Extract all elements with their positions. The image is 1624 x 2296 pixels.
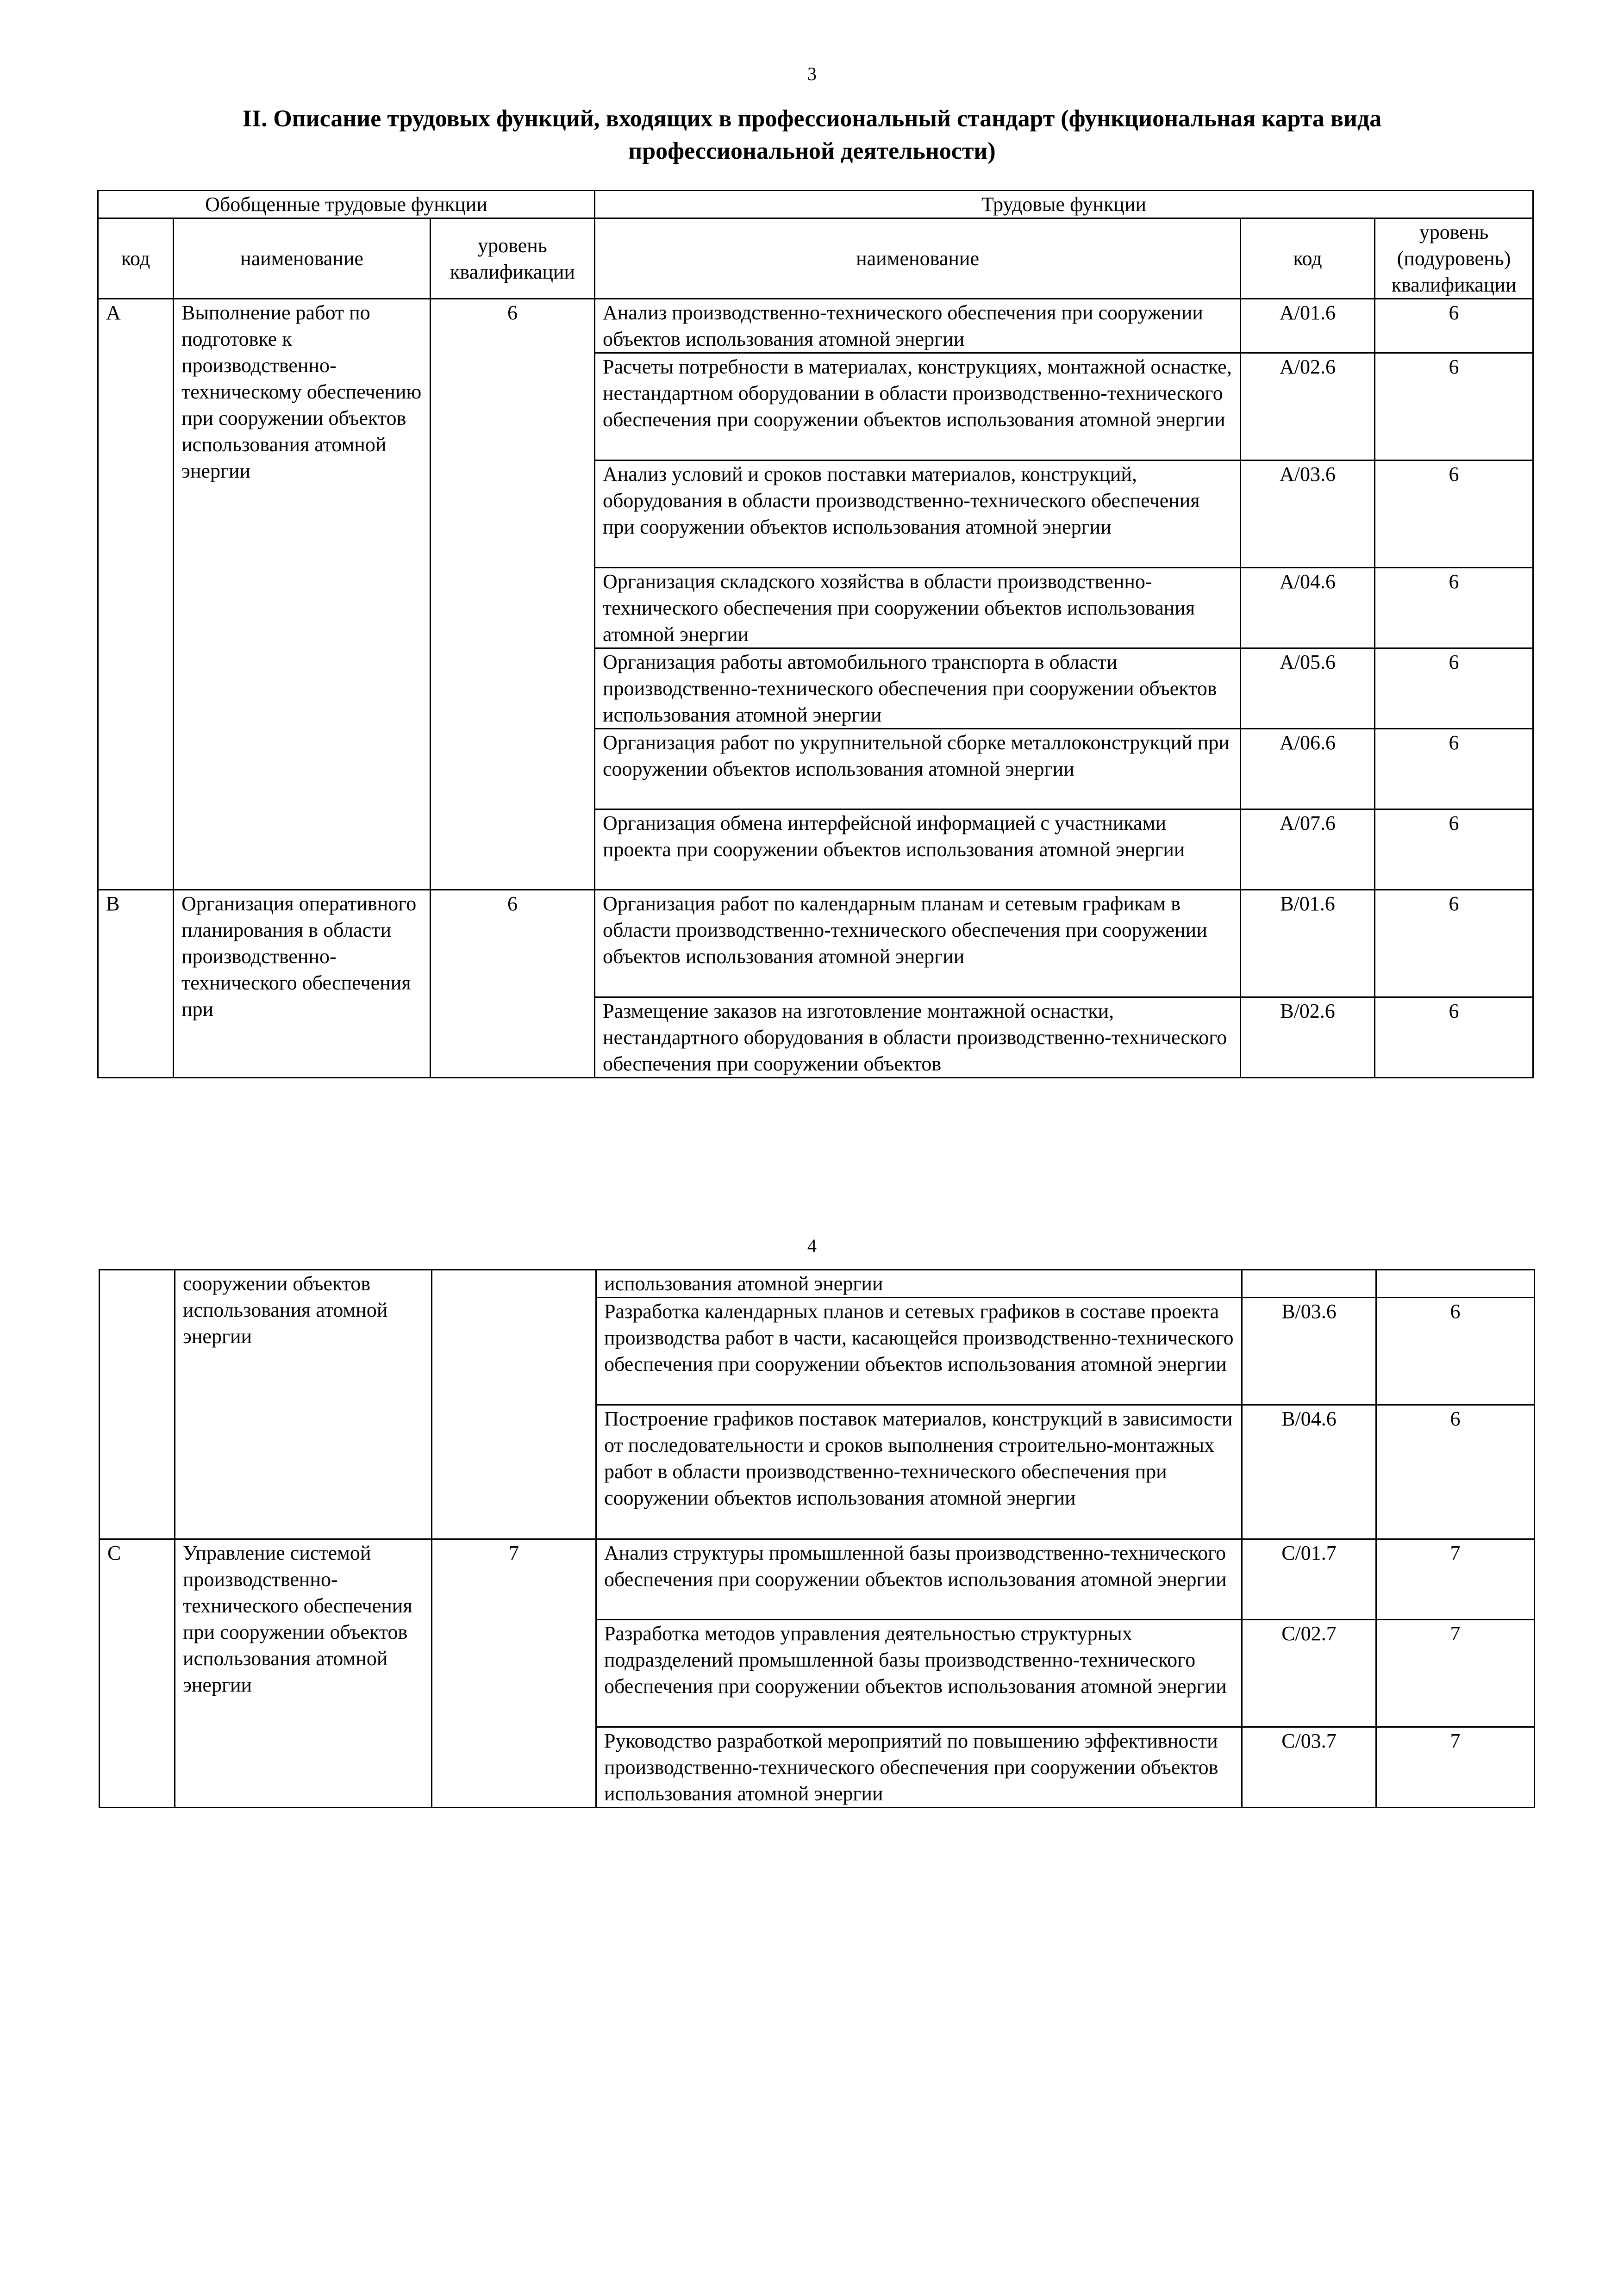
function-level: 6 bbox=[1375, 729, 1533, 809]
page-number: 4 bbox=[807, 1235, 817, 1256]
function-level-empty bbox=[1376, 1270, 1535, 1298]
group-name: Управление системой производственно-технического обеспечения при сооружении объектов использования атомной энергии bbox=[175, 1539, 432, 1808]
group-code-empty bbox=[100, 1270, 175, 1539]
header-name: наименование bbox=[174, 218, 431, 299]
function-name: Организация складского хозяйства в области производственно-технического обеспечения при сооружении объектов использования атомной энергии bbox=[595, 568, 1241, 648]
header-labor-functions: Трудовые функции bbox=[595, 191, 1533, 218]
header-code: код bbox=[98, 218, 174, 299]
function-name: Разработка методов управления деятельностью структурных подразделений промышленной базы производственно-технического обеспечения при сооружении объектов использования атомной энергии bbox=[596, 1620, 1242, 1727]
page-number: 3 bbox=[807, 63, 817, 84]
function-name: Организация обмена интерфейсной информацией с участниками проекта при сооружении объектов использования атомной энергии bbox=[595, 809, 1241, 890]
table-row bbox=[98, 890, 1533, 997]
table-subheader-row bbox=[98, 218, 1533, 299]
function-name: Разработка календарных планов и сетевых графиков в составе проекта производства работ в части, касающейся производственно-технического обеспечения при сооружении объектов использования атомной энергии bbox=[596, 1298, 1242, 1405]
group-code: B bbox=[98, 890, 174, 1078]
function-level: 6 bbox=[1376, 1298, 1535, 1405]
function-code: A/07.6 bbox=[1241, 809, 1375, 890]
function-code: B/01.6 bbox=[1241, 890, 1375, 997]
group-name: Выполнение работ по подготовке к производственно-техническому обеспечению при сооружении объектов использования атомной энергии bbox=[174, 299, 431, 890]
group-level: 7 bbox=[432, 1539, 596, 1808]
function-level: 6 bbox=[1375, 299, 1533, 353]
function-name: Построение графиков поставок материалов, конструкций в зависимости от последовательности и сроков выполнения строительно-монтажных работ в области производственно-технического обеспечения при сооружении объектов использования атомной энергии bbox=[596, 1405, 1242, 1539]
function-level: 6 bbox=[1375, 460, 1533, 568]
header-generalized-functions: Обобщенные трудовые функции bbox=[98, 191, 595, 218]
header-function-name: наименование bbox=[595, 218, 1241, 299]
function-code: C/03.7 bbox=[1242, 1727, 1376, 1808]
functional-map-table-continued bbox=[99, 1269, 1535, 1808]
function-name: Анализ производственно-технического обеспечения при сооружении объектов использования атомной энергии bbox=[595, 299, 1241, 353]
function-code: B/04.6 bbox=[1242, 1405, 1376, 1539]
section-title: II. Описание трудовых функций, входящих в профессиональный стандарт (функциональная карта вида профессиональной деятельности) bbox=[242, 106, 1382, 164]
table-row bbox=[98, 299, 1533, 353]
group-level-empty bbox=[432, 1270, 596, 1539]
header-function-code: код bbox=[1241, 218, 1375, 299]
function-code: A/02.6 bbox=[1241, 353, 1375, 460]
function-code-empty bbox=[1242, 1270, 1376, 1298]
function-code: A/04.6 bbox=[1241, 568, 1375, 648]
group-level: 6 bbox=[431, 299, 595, 890]
function-name: Размещение заказов на изготовление монтажной оснастки, нестандартного оборудования в области производственно-технического обеспечения при сооружении объектов bbox=[595, 997, 1241, 1078]
function-name: Расчеты потребности в материалах, конструкциях, монтажной оснастке, нестандартном оборудовании в области производственно-технического обеспечения при сооружении объектов использования атомной энергии bbox=[595, 353, 1241, 460]
function-code: B/03.6 bbox=[1242, 1298, 1376, 1405]
function-name: Руководство разработкой мероприятий по повышению эффективности производственно-технического обеспечения при сооружении объектов использования атомной энергии bbox=[596, 1727, 1242, 1808]
function-level: 6 bbox=[1375, 648, 1533, 729]
function-code: C/01.7 bbox=[1242, 1539, 1376, 1620]
group-level: 6 bbox=[431, 890, 595, 1078]
function-code: C/02.7 bbox=[1242, 1620, 1376, 1727]
header-function-level: уровень (подуровень) квалификации bbox=[1375, 218, 1533, 299]
function-level: 7 bbox=[1376, 1539, 1535, 1620]
function-level: 6 bbox=[1375, 890, 1533, 997]
functional-map-table bbox=[97, 190, 1534, 1078]
group-code: A bbox=[98, 299, 174, 890]
function-name: Организация работы автомобильного транспорта в области производственно-технического обеспечения при сооружении объектов использования атомной энергии bbox=[595, 648, 1241, 729]
function-name-continued: использования атомной энергии bbox=[596, 1270, 1242, 1298]
table-row bbox=[100, 1270, 1535, 1298]
function-name: Анализ структуры промышленной базы производственно-технического обеспечения при сооружении объектов использования атомной энергии bbox=[596, 1539, 1242, 1620]
function-code: A/05.6 bbox=[1241, 648, 1375, 729]
function-level: 6 bbox=[1375, 997, 1533, 1078]
function-code: B/02.6 bbox=[1241, 997, 1375, 1078]
function-level: 7 bbox=[1376, 1727, 1535, 1808]
function-level: 7 bbox=[1376, 1620, 1535, 1727]
function-code: A/03.6 bbox=[1241, 460, 1375, 568]
function-level: 6 bbox=[1376, 1405, 1535, 1539]
function-code: A/01.6 bbox=[1241, 299, 1375, 353]
function-level: 6 bbox=[1375, 809, 1533, 890]
group-code: C bbox=[100, 1539, 175, 1808]
group-name-continued: сооружении объектов использования атомной энергии bbox=[175, 1270, 432, 1539]
function-name: Организация работ по укрупнительной сборке металлоконструкций при сооружении объектов использования атомной энергии bbox=[595, 729, 1241, 809]
table-header-row bbox=[98, 191, 1533, 218]
header-level: уровень квалификации bbox=[431, 218, 595, 299]
function-level: 6 bbox=[1375, 353, 1533, 460]
function-code: A/06.6 bbox=[1241, 729, 1375, 809]
function-name: Организация работ по календарным планам и сетевым графикам в области производственно-технического обеспечения при сооружении объектов использования атомной энергии bbox=[595, 890, 1241, 997]
table-row bbox=[100, 1539, 1535, 1620]
group-name: Организация оперативного планирования в области производственно-технического обеспечения при bbox=[174, 890, 431, 1078]
function-name: Анализ условий и сроков поставки материалов, конструкций, оборудования в области производственно-технического обеспечения при сооружении объектов использования атомной энергии bbox=[595, 460, 1241, 568]
function-level: 6 bbox=[1375, 568, 1533, 648]
